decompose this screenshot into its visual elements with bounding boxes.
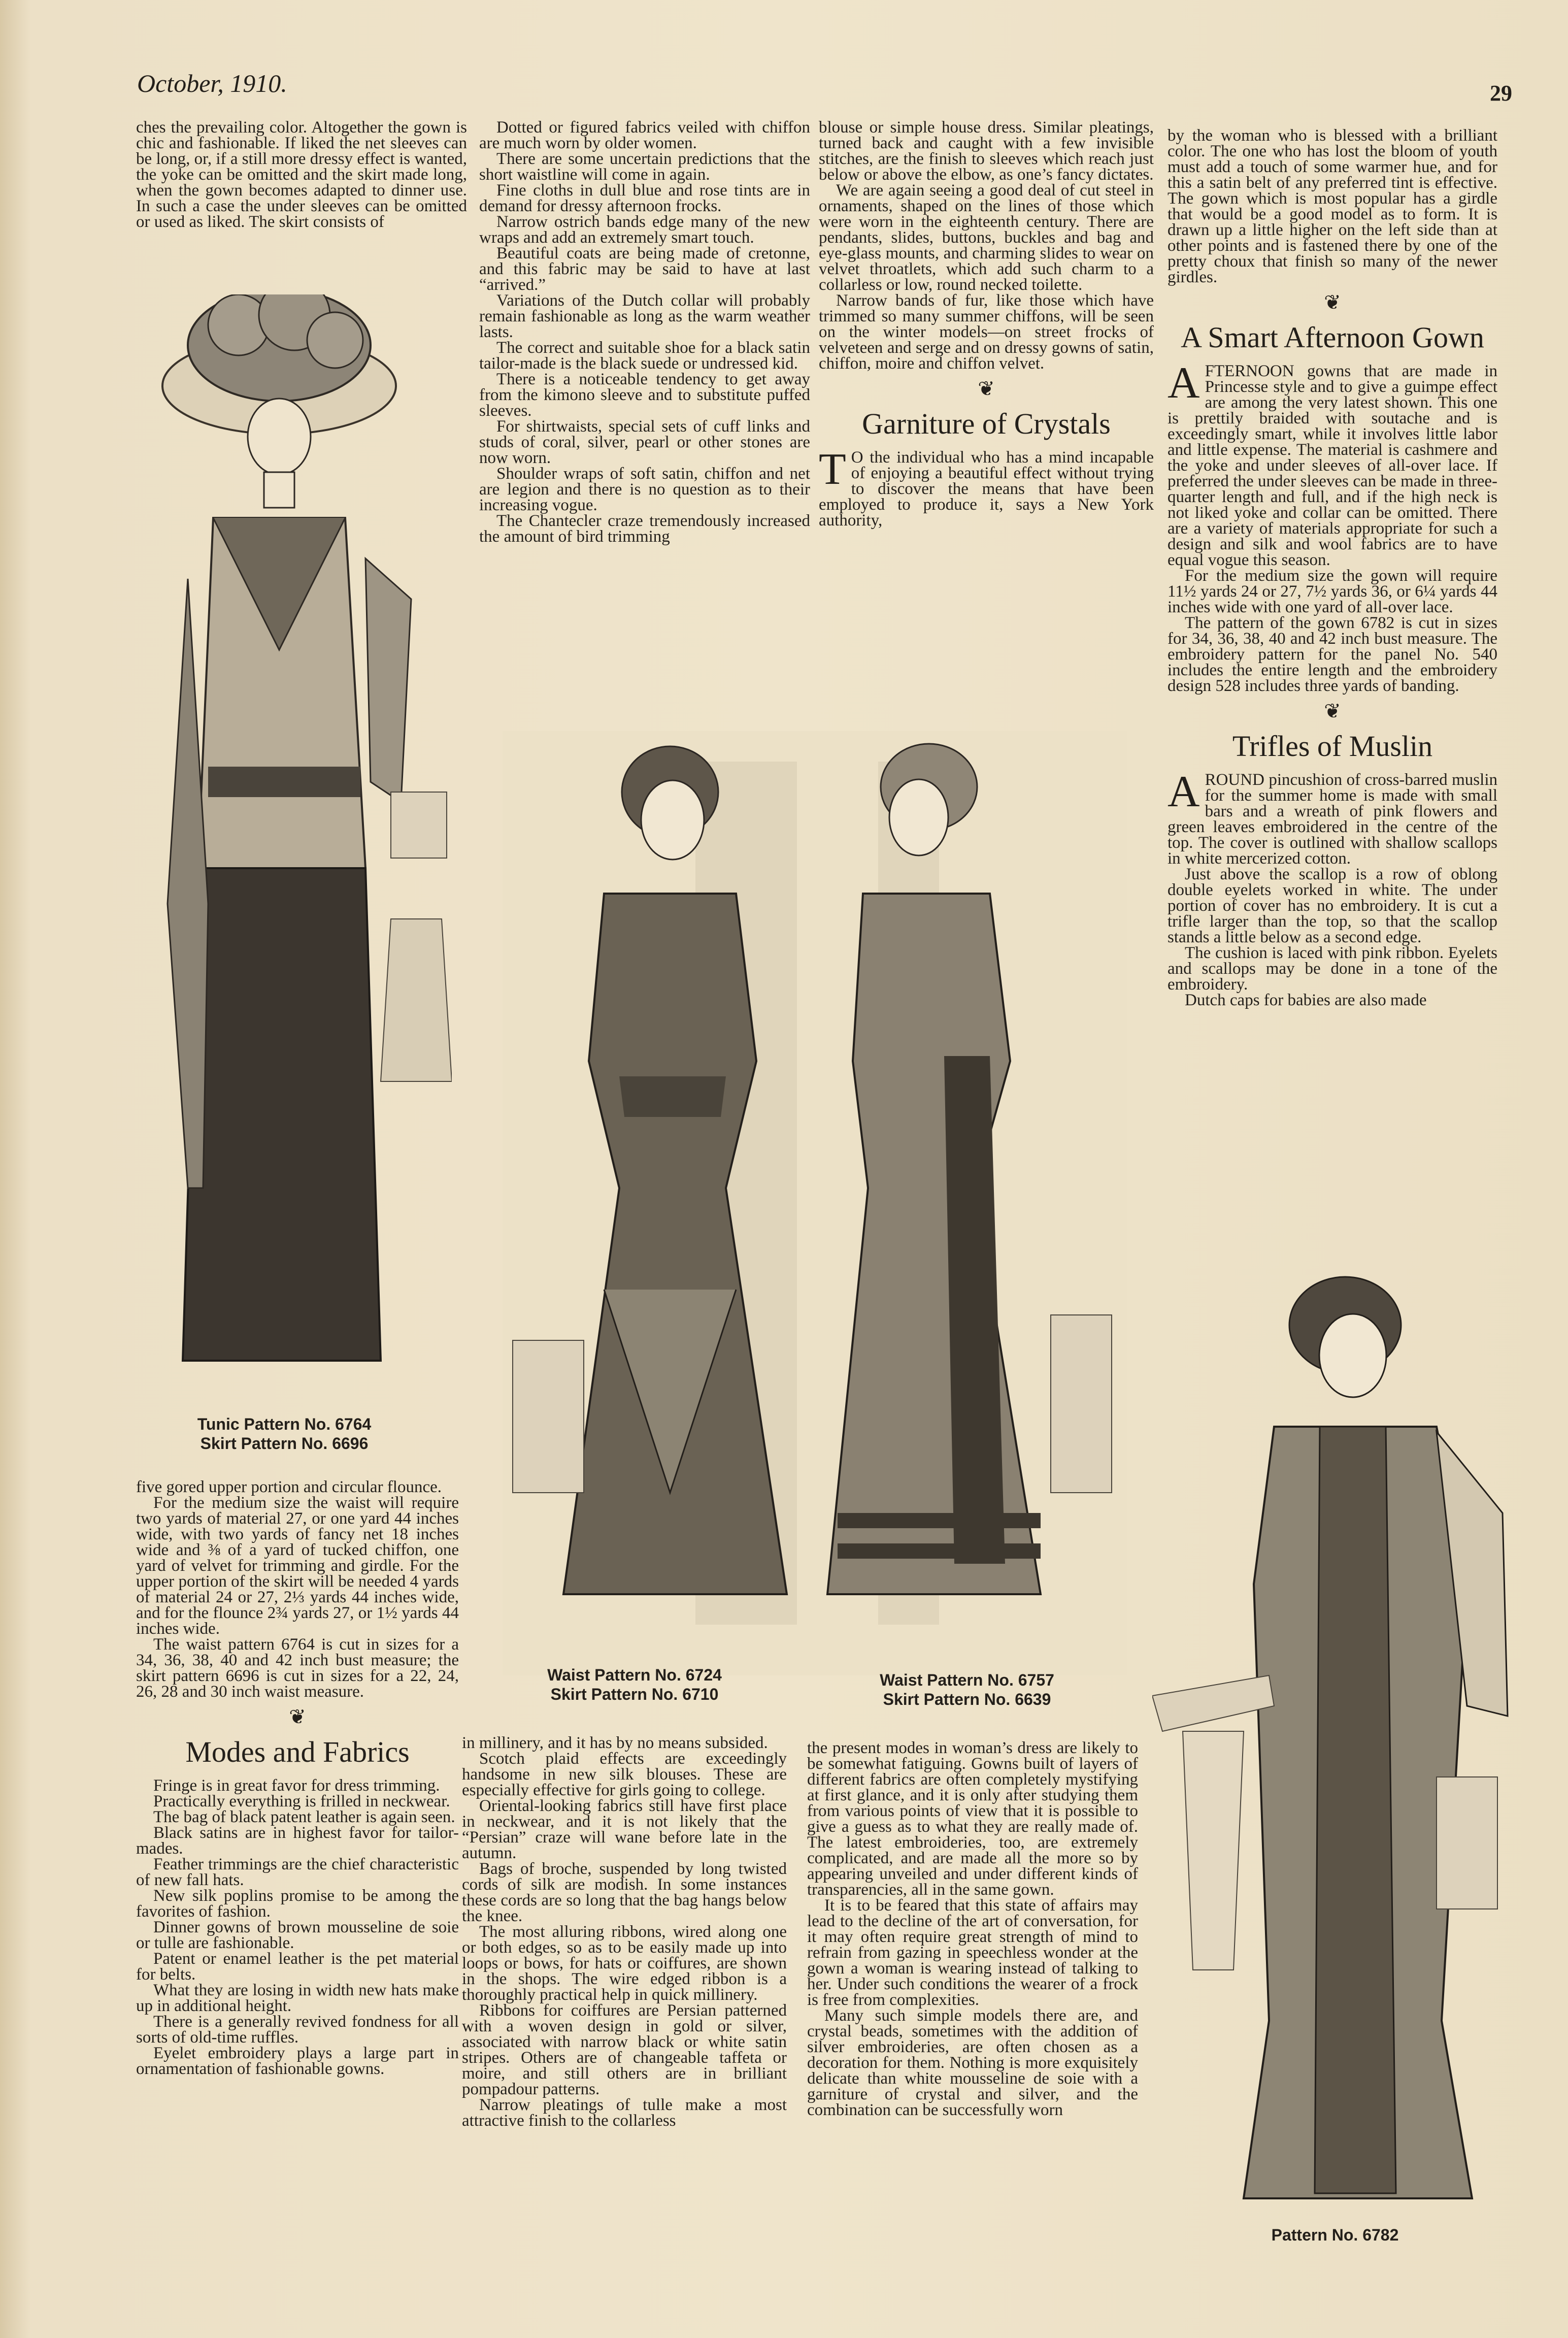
caption-waist-6757 [858, 1670, 1076, 1709]
paragraph: Variations of the Dutch collar will probably remain fashionable as long as the warm weather lasts. [479, 291, 810, 341]
paragraph: Oriental-looking fabrics still have first place in neckwear, and it is not likely that the “Persian” craze will wane before late in the autumn. [462, 1797, 787, 1862]
paragraph: Beautiful coats are being made of cretonne, and this fabric may be said to have at last “arrived.” [479, 244, 810, 294]
caption-line: Waist Pattern No. 6724 [547, 1666, 722, 1684]
princesse-gown-drawing [1152, 1259, 1518, 2219]
paragraph: For the medium size the waist will require two yards of material 27, or one yard 44 inches wide, with two yards of fancy net 18 inches wide and ⅜ of a yard of tucked chiffon, one yard of velvet for trimming and girdle. For the upper portion of the skirt will be needed 4 yards of material 24 or 27, 2⅓ yards 44 inches wide, and for the flounce 2¾ yards 27, or 1½ yards 44 inches wide. [136, 1494, 459, 1638]
column-4 [1167, 128, 1497, 1008]
paragraph: O the individual who has a mind incapable of enjoying a beautiful effect without trying to discover the means that have been employed to produce it, says a New York authority, [819, 448, 1154, 530]
paragraph: Narrow ostrich bands edge many of the new wraps and add an extremely smart touch. [479, 213, 810, 247]
paragraph: Fine cloths in dull blue and rose tints are in demand for dressy afternoon frocks. [479, 181, 810, 215]
issue-date: October, 1910. [137, 69, 287, 97]
paragraph: Just above the scallop is a row of oblong double eyelets worked in white. The under portion of cover has no embroidery. It is cut a trifle larger than the top, so that the scallop stands a little below as a second edge. [1167, 865, 1497, 946]
paragraph: There are some uncertain predictions that the short waistline will come in again. [479, 150, 810, 184]
paragraph: by the woman who is blessed with a brilliant color. The one who has lost the bloom of youth must add a touch of some warmer hue, and for this a satin belt of any preferred tint is effective. The gown which is most popular has a girdle that would be a good model as to form. It is drawn up a little higher on the left side than at other points and is fastened there by one of the pretty choux that finish so many of the newer girdles. [1167, 126, 1497, 286]
caption-line: Skirt Pattern No. 6710 [550, 1685, 719, 1703]
caption-tunic-pattern [152, 1414, 416, 1453]
paragraph: Shoulder wraps of soft satin, chiffon and net are legion and there is no question as to their increasing vogue. [479, 465, 810, 514]
paragraph: There is a generally revived fondness for all sorts of old-time ruffles. [136, 2013, 459, 2047]
paragraph: What they are losing in width new hats make up in additional height. [136, 1981, 459, 2015]
heading-garniture-of-crystals: Garniture of Crystals [862, 407, 1111, 440]
paragraph: The correct and suitable shoe for a black satin tailor-made is the black suede or undressed kid. [479, 339, 810, 373]
woman-in-feathered-hat-drawing [127, 294, 452, 1396]
garniture-intro [819, 445, 1154, 530]
paragraph: The bag of black patent leather is again seen. [153, 1808, 455, 1826]
paragraph: The pattern of the gown 6782 is cut in sizes for 34, 36, 38, 40 and 42 inch bust measure. The embroidery pattern for the panel No. 540 includes the entire length and the embroidery design 528 includes three yards of banding. [1167, 614, 1497, 695]
paragraph: blouse or simple house dress. Similar pleatings, turned back and caught with a few invisible stitches, are the finish to sleeves which reach just below or above the elbow, as one’s fancy dictates. [819, 118, 1154, 184]
paragraph: Patent or enamel leather is the pet material for belts. [136, 1950, 459, 1984]
paragraph: Feather trimmings are the chief characteristic of new fall hats. [136, 1855, 459, 1889]
paragraph: For the medium size the gown will require 11½ yards 24 or 27, 7½ yards 36, or 6¼ yards 44 inches wide with one yard of all-over lace. [1167, 567, 1497, 616]
paragraph: Dutch caps for babies are also made [1185, 991, 1427, 1009]
trifles-intro [1167, 767, 1497, 868]
paragraph: New silk poplins promise to be among the favorites of fashion. [136, 1887, 459, 1921]
page-number: 29 [1490, 81, 1512, 106]
paragraph: Bags of broche, suspended by long twisted cords of silk are modish. In some instances these cords are so long that the bag hangs below the knee. [462, 1860, 787, 1925]
drop-cap: T [819, 445, 846, 494]
paragraph: Eyelet embroidery plays a large part in ornamentation of fashionable gowns. [136, 2044, 459, 2078]
paragraph: Dinner gowns of brown mousseline de soie or tulle are fashionable. [136, 1918, 459, 1952]
caption-line: Skirt Pattern No. 6696 [200, 1434, 369, 1453]
paragraph: It is to be feared that this state of affairs may lead to the decline of the art of conversation, for it may often require great strength of mind to refrain from gazing in speechless wonder at the gown a woman is wearing instead of talking to her. Under such conditions the wearer of a frock is free from complexities. [807, 1896, 1138, 2009]
caption-waist-6724 [525, 1665, 744, 1704]
paragraph: We are again seeing a good deal of cut steel in ornaments, shaped on the lines of those which were worn in the eighteenth century. There are pendants, slides, buttons, buckles and bag and eye-glass mounts, and charming slides to wear on velvet throatlets, which add such charm to a collarless or low, round necked toilette. [819, 181, 1154, 294]
column-2-bottom [462, 1735, 787, 2129]
two-gowns-drawing [503, 731, 1127, 1675]
paragraph: in millinery, and it has by no means subsided. [462, 1734, 768, 1752]
pattern-6782-illustration [1152, 1259, 1518, 2219]
caption-line: Tunic Pattern No. 6764 [197, 1415, 372, 1433]
ornament-icon: ❦ [1324, 700, 1341, 722]
paragraph: The most alluring ribbons, wired along one or both edges, so as to be easily made up into loops or bows, for hats or coiffures, are shown in the shops. The wire edged ribbon is a thoroughly practical help in quick millinery. [462, 1923, 787, 2004]
column-3-top [819, 120, 1154, 529]
heading-modes-and-fabrics: Modes and Fabrics [185, 1735, 410, 1768]
paragraph: The Chantecler craze tremendously increased the amount of bird trimming [479, 512, 810, 546]
paragraph: Many such simple models there are, and crystal beads, sometimes with the addition of silver embroideries, are often chosen as a decoration for them. Nothing is more exquisitely delicate than white mousseline de soie with a garniture of crystal and silver, and the combination can be successfully worn [807, 2006, 1138, 2119]
paragraph: Scotch plaid effects are exceedingly handsome in new silk blouses. These are especially effective for girls going to college. [462, 1750, 787, 1799]
heading-smart-afternoon-gown: A Smart Afternoon Gown [1181, 321, 1484, 354]
caption-line: Skirt Pattern No. 6639 [883, 1690, 1051, 1708]
column-1-bottom [136, 1479, 459, 2077]
paragraph: Black satins are in highest favor for tailor-mades. [136, 1824, 459, 1858]
paragraph: Dotted or figured fabrics veiled with chiffon are much worn by older women. [479, 118, 810, 152]
paragraph: Practically everything is frilled in neckwear. [153, 1792, 450, 1810]
smart-afternoon-intro [1167, 358, 1497, 569]
ornament-icon: ❦ [1324, 291, 1341, 314]
column-3-bottom [807, 1740, 1138, 2118]
paragraph: ches the prevailing color. Altogether the gown is chic and fashionable. If liked the net sleeves can be long, or, if a still more dressy effect is wanted, the yoke can be omitted and the skirt made long, when the gown becomes adapted to dinner use. In such a case the under sleeves can be omitted or used as liked. The skirt consists of [136, 118, 467, 231]
paragraph: Ribbons for coiffures are Persian patterned with a woven design in gold or silver, associated with narrow black or white satin stripes. Others are of changeable taffeta or moire, and still others are in brilliant pompadour patterns. [462, 2001, 787, 2098]
paragraph: ROUND pincushion of cross-barred muslin for the summer home is made with small bars and a wreath of pink flowers and green leaves embroidered in the centre of the top. The cover is outlined with shallow scallops in white mercerized cotton. [1167, 771, 1497, 868]
paragraph: FTERNOON gowns that are made in Princesse style and to give a guimpe effect are among the very latest shown. This one is prettily braided with soutache and is exceedingly smart, while it involves little labor and little expense. The material is cashmere and the yoke and under sleeves of all-over lace. If preferred the under sleeves can be made in three-quarter length and full, and if the high neck is not liked yoke and collar can be omitted. There are a variety of materials appropriate for such a design and silk and wool fabrics are to have equal vogue this season. [1167, 362, 1497, 569]
ornament-icon: ❦ [289, 1705, 306, 1728]
column-2-top [479, 120, 810, 545]
column-1-top [136, 120, 467, 230]
drop-cap: A [1167, 358, 1200, 408]
paragraph: the present modes in woman’s dress are likely to be somewhat fatiguing. Gowns built of layers of different fabrics are often completely mystifying at first glance, and it is only after studying them from various points of view that it is possible to give a guess as to what they are really made of. The latest embroideries, too, are extremely complicated, and are made all the more so by appearing unveiled and under different kinds of transparencies, all in the same gown. [807, 1739, 1138, 1899]
paragraph: Fringe is in great favor for dress trimming. [153, 1776, 440, 1795]
paragraph: Narrow bands of fur, like those which have trimmed so many summer chiffons, will be seen on the winter models—on street frocks of velveteen and serge and on dressy gowns of satin, chiffon, moire and chiffon velvet. [819, 291, 1154, 373]
drop-cap: A [1167, 767, 1200, 816]
ornament-icon: ❦ [978, 377, 995, 400]
caption-pattern-6782: Pattern No. 6782 [1271, 2226, 1399, 2244]
paragraph: The waist pattern 6764 is cut in sizes for a 34, 36, 38, 40 and 42 inch bust measure; the skirt pattern 6696 is cut in sizes for a 22, 24, 26, 28 and 30 inch waist measure. [136, 1635, 459, 1701]
paragraph: For shirtwaists, special sets of cuff links and studs of coral, silver, pearl or other stones are now worn. [479, 417, 810, 467]
paragraph: Narrow pleatings of tulle make a most attractive finish to the collarless [462, 2096, 787, 2130]
tunic-figure-illustration [127, 294, 452, 1396]
paragraph: There is a noticeable tendency to get away from the kimono sleeve and to substitute puffed sleeves. [479, 370, 810, 420]
caption-line: Waist Pattern No. 6757 [880, 1671, 1054, 1689]
heading-trifles-of-muslin: Trifles of Muslin [1232, 730, 1433, 763]
paragraph: five gored upper portion and circular flounce. [136, 1478, 442, 1496]
paragraph: The cushion is laced with pink ribbon. Eyelets and scallops may be done in a tone of the embroidery. [1167, 944, 1497, 994]
two-women-illustration [503, 731, 1127, 1675]
